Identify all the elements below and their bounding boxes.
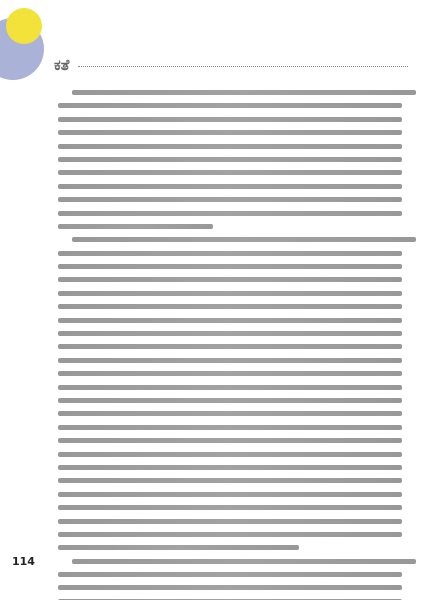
- text-line: [58, 117, 402, 122]
- text-line: [72, 90, 416, 95]
- text-line: [58, 452, 402, 457]
- text-line: [58, 264, 402, 269]
- title-rule: [78, 66, 408, 67]
- text-line: [58, 585, 402, 590]
- text-line: [58, 291, 402, 296]
- text-line: [58, 572, 402, 577]
- text-line: [58, 184, 402, 189]
- text-line: [58, 197, 402, 202]
- section-title: ಕತೆ: [54, 56, 70, 74]
- text-line: [58, 277, 402, 282]
- text-line: [58, 344, 402, 349]
- text-line: [58, 465, 402, 470]
- page-number: 114: [12, 555, 35, 568]
- text-line: [58, 103, 402, 108]
- text-line: [58, 411, 402, 416]
- text-line: [58, 398, 402, 403]
- text-line: [58, 318, 402, 323]
- text-line: [58, 304, 402, 309]
- text-line: [58, 438, 402, 443]
- text-line: [58, 170, 402, 175]
- text-line: [58, 130, 402, 135]
- text-line: [58, 144, 402, 149]
- text-line: [58, 251, 402, 256]
- text-line: [58, 478, 402, 483]
- text-line: [58, 224, 213, 229]
- text-line: [58, 331, 402, 336]
- text-line: [58, 532, 402, 537]
- text-line: [58, 385, 402, 390]
- text-line: [58, 371, 402, 376]
- text-line: [58, 545, 299, 550]
- text-line: [58, 211, 402, 216]
- text-line: [72, 237, 416, 242]
- decorative-circle-yellow: [6, 8, 42, 44]
- text-line: [58, 425, 402, 430]
- text-line: [58, 505, 402, 510]
- text-line: [58, 492, 402, 497]
- text-line: [58, 519, 402, 524]
- text-line: [58, 358, 402, 363]
- text-line: [72, 559, 416, 564]
- article-body: [58, 90, 402, 600]
- text-line: [58, 157, 402, 162]
